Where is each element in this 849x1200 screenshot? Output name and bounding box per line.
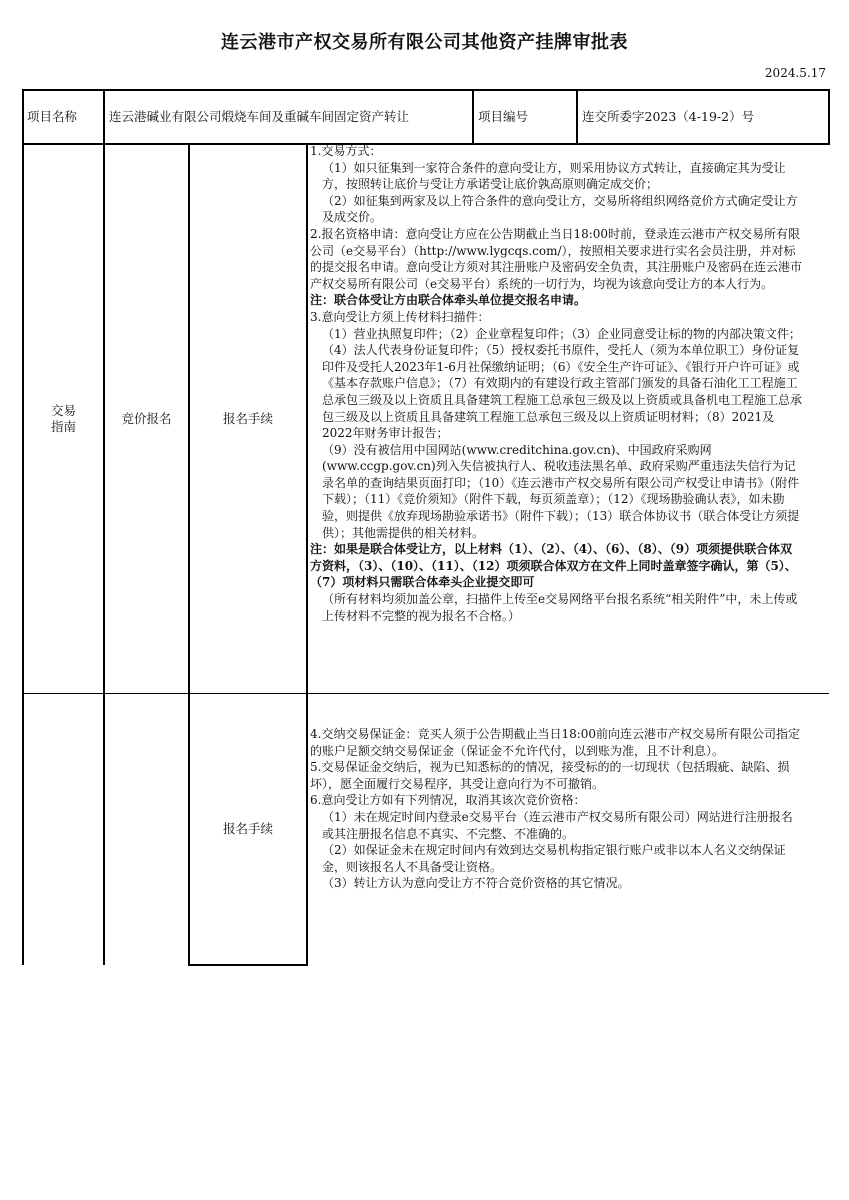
- document-date: 2024.5.17: [764, 66, 826, 80]
- content-paragraph: 4.交纳交易保证金：竞买人须于公告期截止当日18:00前向连云港市产权交易所有限公司指定的账户足额交纳交易保证金（保证金不允许代付，以到账为准，且不计利息）。: [310, 727, 801, 758]
- content-paragraph: （3）转让方认为意向受让方不符合竞价资格的其它情况。: [322, 876, 630, 891]
- project-name-label: 项目名称: [27, 108, 78, 124]
- content-paragraph: 3.意向受让方须上传材料扫描件：: [310, 309, 490, 324]
- content-paragraph: （2）如征集到两家及以上符合条件的意向受让方，交易所将组织网络竞价方式确定受让方及成交价。: [322, 193, 798, 225]
- content-paragraph: （2）如保证金未在规定时间内有效到达交易机构指定银行账户或非以本人名义交纳保证金，则该报名人不具备受让资格。: [322, 843, 786, 874]
- content-paragraph: 1.交易方式：: [310, 144, 382, 158]
- content-paragraph: （9）没有被信用中国网站(www.creditchina.gov.cn)、中国政府采购网(www.ccgp.gov.cn)列入失信被执行人、税收违法黑名单、政府采购严重违法失信行为记录名单的查询结果页面打印；（10）《连云港市产权交易所有限公司产权受让申请书》（附件下载）；（11）《竞价须知》（附件下载，每页须盖章）；（12）《现场勘验确认表》，如未勘验，则提供《放弃现场勘验承诺书》（附件下载）；（13）联合体协议书（联合体受让方须提供）；其他需提供的相关材料。: [322, 442, 800, 540]
- method-label: 竞价报名: [121, 411, 172, 426]
- section1-content: [310, 143, 804, 692]
- content-paragraph: 注：如果是联合体受让方，以上材料（1）、（2）、（4）、（6）、（8）、（9）项须提供联合体双方资料，（3）、（10）、（11）、（12）项须联合体双方在文件上同时盖章签字确认，第（5）、（7）项材料只需联合体牵头企业提交即可: [310, 542, 797, 590]
- project-no-label: 项目编号: [478, 108, 529, 124]
- page-title: 连云港市产权交易所有限公司其他资产挂牌审批表: [221, 32, 628, 53]
- content-paragraph: 5.交易保证金交纳后，视为已知悉标的的情况，接受标的的一切现状（包括瑕疵、缺陷、损坏），愿全面履行交易程序，其受让意向行为不可撤销。: [310, 760, 790, 791]
- content-paragraph: （1）如只征集到一家符合条件的意向受让方，则采用协议方式转让，直接确定其为受让方，按照转让底价与受让方承诺受让底价孰高原则确定成交价；: [322, 160, 786, 192]
- sub-label-registration-2: 报名手续: [222, 821, 273, 836]
- content-paragraph: 2.报名资格申请：意向受让方应在公告期截止当日18:00时前，登录连云港市产权交易所有限公司（e交易平台）（http://www.lygcqs.com/），按照相关要求进行实名会员注册，并对标的提交报名申请。意向受让方须对其注册账户及密码安全负责，其注册账户及密码在连云港市产权交易所有限公司（e交易平台）系统的一切行为，均视为该意向受让方的本人行为。: [310, 226, 803, 291]
- content-paragraph: 注：联合体受让方由联合体牵头单位提交报名申请。: [310, 293, 587, 308]
- project-name-value: 连云港碱业有限公司煅烧车间及重碱车间固定资产转让: [109, 108, 410, 124]
- section2-content: [310, 726, 804, 964]
- content-paragraph: （1）未在规定时间内登录e交易平台（连云港市产权交易所有限公司）网站进行注册报名或其注册报名信息不真实、不完整、不准确的。: [322, 809, 793, 841]
- content-paragraph: 6.意向受让方如有下列情况，取消其该次竞价资格：: [310, 793, 586, 808]
- category-label: 交易 指南: [50, 403, 76, 434]
- content-paragraph: （所有材料均须加盖公章，扫描件上传至e交易网络平台报名系统“相关附件”中，未上传或上传材料不完整的视为报名不合格。）: [322, 592, 798, 623]
- project-no-value: 连交所委字2023（4-19-2）号: [582, 108, 755, 124]
- sub-label-registration: 报名手续: [222, 411, 273, 426]
- content-paragraph: （1）营业执照复印件；（2）企业章程复印件；（3）企业同意受让标的物的内部决策文件；（4）法人代表身份证复印件；（5）授权委托书原件，受托人（须为本单位职工）身份证复印件及受托人2023年1-6月社保缴纳证明；（6）《安全生产许可证》、《银行开户许可证》或《基本存款账户信息》；（7）有效期内的有建设行政主管部门颁发的具备石油化工工程施工总承包三级及以上资质且具备建筑工程施工总承包三级及以上资质或具备机电工程施工总承包三级及以上资质且具备建筑工程施工总承包三级及以上资质证明材料；（8）2021及2022年财务审计报告；: [322, 326, 803, 441]
